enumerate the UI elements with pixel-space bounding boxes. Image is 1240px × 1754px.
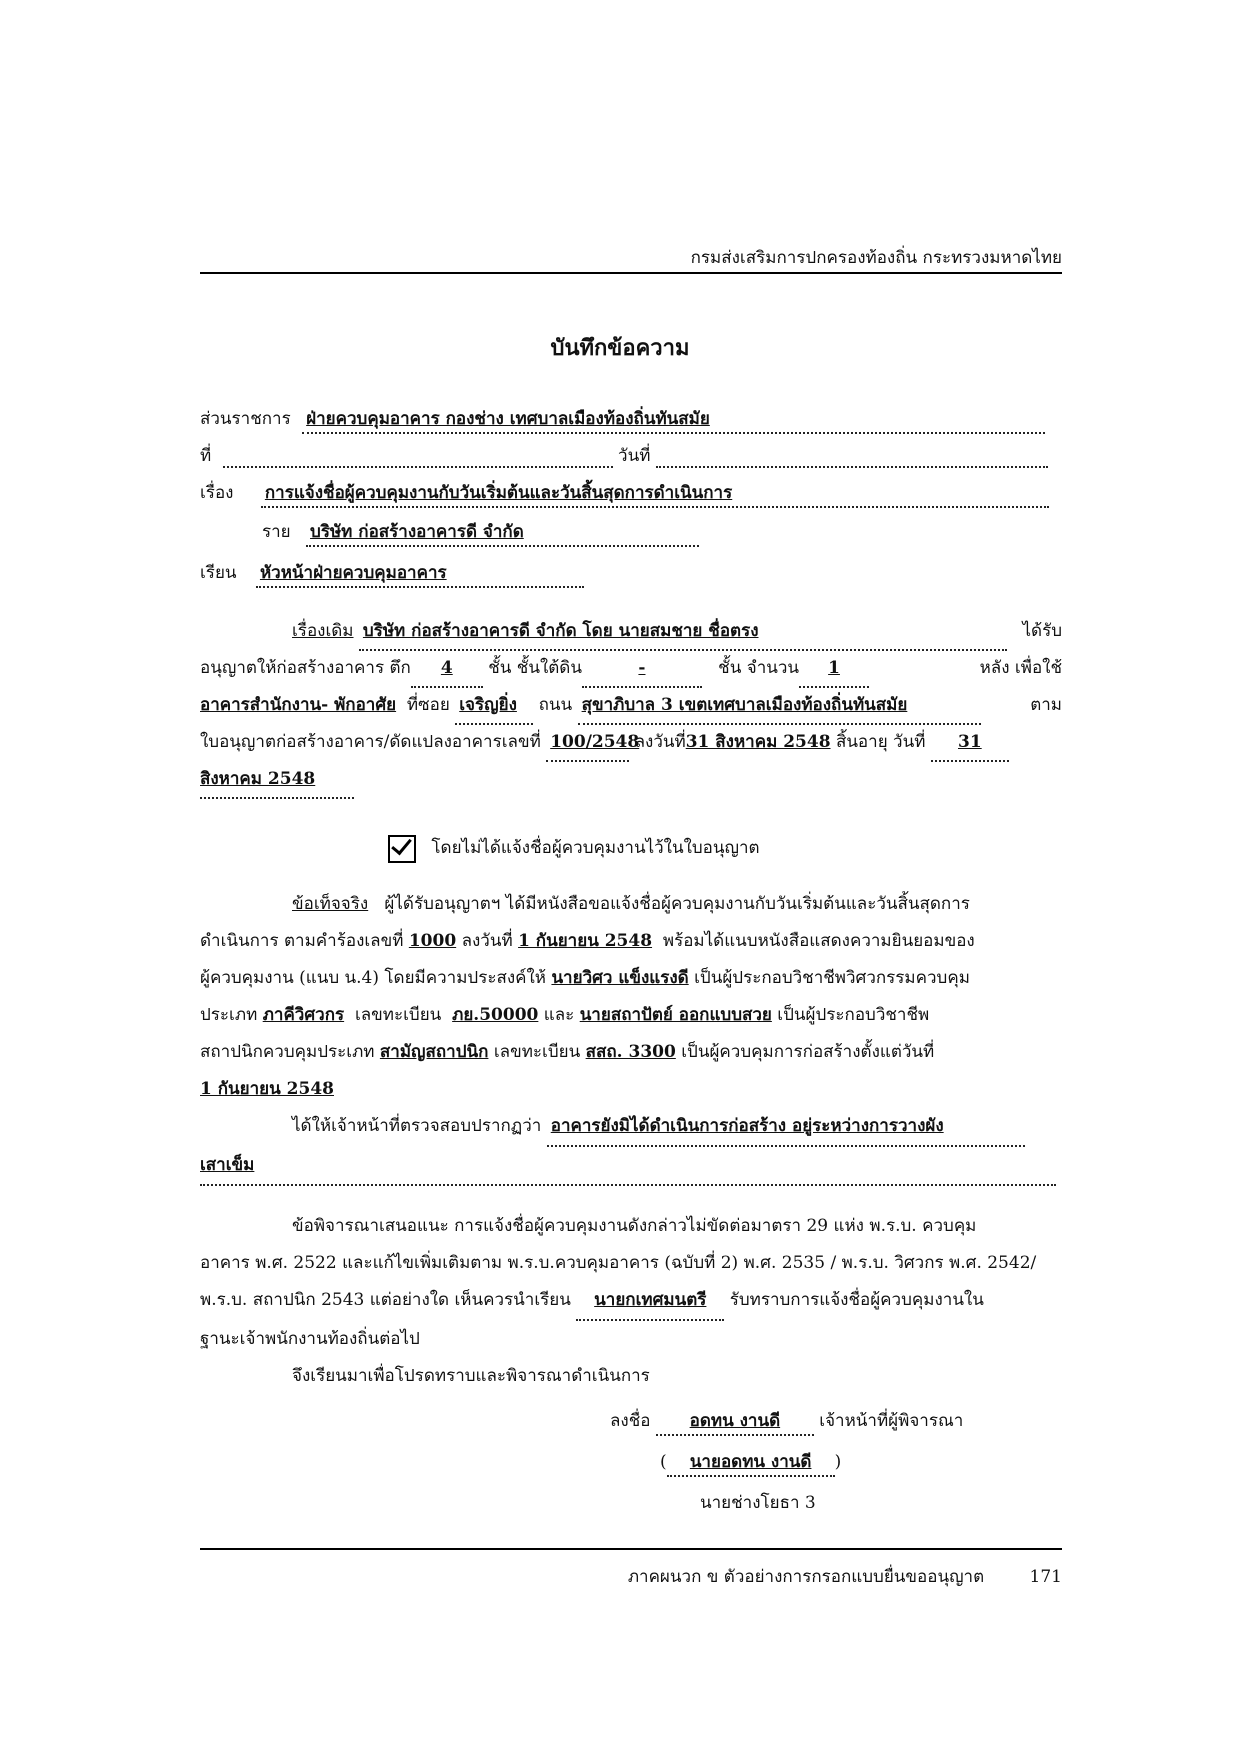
facts-text-1: ผู้ได้รับอนุญาตฯ ได้มีหนังสือขอแจ้งชื่อผู้ควบคุมงานกับวันเริ่มต้นและวันสิ้นสุดการ: [384, 894, 970, 914]
road-value: สุขาภิบาล 3 เขตเทศบาลเมืองท้องถิ่นทันสมัย: [578, 688, 981, 725]
no-supervisor-check-row: [388, 834, 760, 863]
sign-label: ลงชื่อ: [610, 1411, 651, 1431]
facts-text-2: ดำเนินการ ตามคำร้องเลขที่: [200, 931, 404, 951]
ref-label: ที่: [200, 446, 212, 466]
signer-full-name-line: ( นายอดทน งานดี ): [660, 1448, 841, 1477]
checkmark-icon[interactable]: [388, 835, 416, 863]
purpose-text: หลัง เพื่อใช้: [979, 658, 1062, 678]
opinion-text-2: อาคาร พ.ศ. 2522 และแก้ไขเพิ่มเติมตาม พ.ร.บ.ควบคุมอาคาร (ฉบับที่ 2) พ.ศ. 2535 / พ.ร.บ. วิศวกร พ.ศ. 2542/: [200, 1253, 1037, 1273]
date-label: วันที่: [618, 446, 651, 466]
date-value: [656, 446, 1048, 468]
per-text: ตาม: [1030, 695, 1062, 715]
request-no: 1000: [408, 931, 457, 951]
department-value: ฝ่ายควบคุมอาคาร กองช่าง เทศบาลเมืองท้องถิ่นทันสมัย: [302, 405, 1045, 434]
signer-position: นายช่างโยธา 3: [700, 1493, 816, 1513]
background-paragraph: [200, 614, 1062, 799]
use-value: อาคารสำนักงาน- พักอาศัย: [200, 695, 397, 715]
mayor-value: นายกเทศมนตรี: [576, 1282, 724, 1321]
dated-value: 31 สิงหาคม 2548: [685, 732, 831, 752]
to-value: หัวหน้าฝ่ายควบคุมอาคาร: [256, 559, 584, 588]
department-row: [200, 405, 1045, 434]
background-received: ได้รับ: [1022, 621, 1062, 641]
subject-value: การแจ้งชื่อผู้ควบคุมงานกับวันเริ่มต้นและวันสิ้นสุดการดำเนินการ: [261, 479, 1049, 508]
to-label: เรียน: [200, 563, 237, 583]
facts-text-9: และ: [543, 1005, 575, 1025]
dated-label: ลงวันที่: [634, 732, 686, 752]
facts-text-12: เลขทะเบียน: [493, 1042, 581, 1062]
opinion-paragraph: [200, 1208, 1062, 1395]
floors-unit: ชั้น ชั้นใต้ดิน: [488, 658, 582, 678]
start-date: 1 กันยายน 2548: [200, 1079, 334, 1099]
no-supervisor-label: โดยไม่ได้แจ้งชื่อผู้ควบคุมงานไว้ในใบอนุญาต: [431, 838, 760, 858]
facts-text-4: พร้อมได้แนบหนังสือแสดงความยินยอมของ: [662, 931, 975, 951]
memo-title: บันทึกข้อความ: [550, 335, 690, 361]
engineer-name: นายวิศว แข็งแรงดี: [551, 968, 689, 988]
header-rule: [200, 272, 1062, 274]
request-date: 1 กันยายน 2548: [518, 931, 653, 951]
facts-text-10: เป็นผู้ประกอบวิชาชีพ: [777, 1005, 930, 1025]
basement-value: -: [582, 651, 702, 688]
signature-line: [610, 1407, 963, 1436]
floors-value: 4: [411, 651, 483, 688]
background-company: บริษัท ก่อสร้างอาคารดี จำกัด โดย นายสมชาย ชื่อตรง: [359, 614, 1007, 651]
ref-date-row: [200, 442, 1048, 469]
facts-text-8: เลขทะเบียน: [354, 1005, 442, 1025]
opinion-text-3: พ.ร.บ. สถาปนิก 2543 แต่อย่างใด เห็นควรนำเรียน: [200, 1290, 571, 1310]
subject-label: เรื่อง: [200, 483, 234, 503]
facts-text-11: สถาปนิกควบคุมประเภท: [200, 1042, 375, 1062]
expire-rest: สิงหาคม 2548: [200, 762, 354, 799]
architect-name: นายสถาปัตย์ ออกแบบสวย: [579, 1005, 772, 1025]
footer-text: ภาคผนวก ข ตัวอย่างการกรอกแบบยื่นขออนุญาต: [627, 1567, 985, 1587]
signer-full-name: นายอดทน งานดี: [667, 1448, 835, 1477]
basement-unit: ชั้น จำนวน: [718, 658, 800, 678]
count-value: 1: [799, 651, 869, 688]
to-row: [200, 559, 584, 588]
opinion-text-1: ข้อพิจารณาเสนอแนะ การแจ้งชื่อผู้ควบคุมงานดังกล่าวไม่ขัดต่อมาตรา 29 แห่ง พ.ร.บ. ควบคุม: [292, 1216, 977, 1236]
list-row: [262, 518, 699, 547]
soi-label: ที่ซอย: [406, 695, 450, 715]
expire-day: 31: [931, 725, 1009, 762]
architect-reg: สสถ. 3300: [585, 1042, 676, 1062]
facts-heading: ข้อเท็จจริง: [292, 894, 369, 914]
closing-text: จึงเรียนมาเพื่อโปรดทราบและพิจารณาดำเนินการ: [292, 1366, 650, 1386]
engineer-reg: ภย.50000: [452, 1005, 539, 1025]
page-number: 171: [1029, 1567, 1062, 1587]
expire-label: สิ้นอายุ วันที่: [835, 732, 926, 752]
permit-no-text: ใบอนุญาตก่อสร้างอาคาร/ดัดแปลงอาคารเลขที่: [200, 732, 541, 752]
signer-name: อดทน งานดี: [656, 1407, 814, 1436]
inspection-text: ได้ให้เจ้าหน้าที่ตรวจสอบปรากฏว่า: [292, 1116, 542, 1136]
facts-text-13: เป็นผู้ควบคุมการก่อสร้างตั้งแต่วันที่: [681, 1042, 935, 1062]
road-label: ถนน: [538, 695, 573, 715]
facts-text-3: ลงวันที่: [461, 931, 513, 951]
agency-header: กรมส่งเสริมการปกครองท้องถิ่น กระทรวงมหาดไทย: [690, 248, 1062, 268]
opinion-text-5: ฐานะเจ้าพนักงานท้องถิ่นต่อไป: [200, 1329, 420, 1349]
permit-no-value: 100/2548: [546, 725, 629, 762]
soi-value: เจริญยิ่ง: [455, 688, 533, 725]
opinion-text-4: รับทราบการแจ้งชื่อผู้ควบคุมงานใน: [729, 1290, 984, 1310]
background-heading: เรื่องเดิม: [292, 621, 354, 641]
signer-role: เจ้าหน้าที่ผู้พิจารณา: [819, 1411, 964, 1431]
page-footer: [200, 1563, 1062, 1590]
list-label: ราย: [262, 522, 291, 542]
list-value: บริษัท ก่อสร้างอาคารดี จำกัด: [306, 518, 699, 547]
engineer-type: ภาคีวิศวกร: [262, 1005, 345, 1025]
facts-text-5: ผู้ควบคุมงาน (แนบ น.4) โดยมีความประสงค์ให้: [200, 968, 547, 988]
permit-text: อนุญาตให้ก่อสร้างอาคาร ตึก: [200, 658, 411, 678]
architect-type: สามัญสถาปนิก: [379, 1042, 489, 1062]
ref-value: [223, 446, 613, 468]
facts-text-7: ประเภท: [200, 1005, 258, 1025]
inspection-result-2: เสาเข็ม: [200, 1147, 1056, 1186]
inspection-paragraph: [200, 1108, 1062, 1186]
department-label: ส่วนราชการ: [200, 409, 291, 429]
facts-paragraph: [200, 886, 1062, 1108]
footer-rule: [200, 1548, 1062, 1550]
inspection-result: อาคารยังมิได้ดำเนินการก่อสร้าง อยู่ระหว่างการวางผัง: [547, 1108, 1025, 1147]
facts-text-6: เป็นผู้ประกอบวิชาชีพวิศวกรรมควบคุม: [694, 968, 970, 988]
subject-row: [200, 479, 1049, 508]
